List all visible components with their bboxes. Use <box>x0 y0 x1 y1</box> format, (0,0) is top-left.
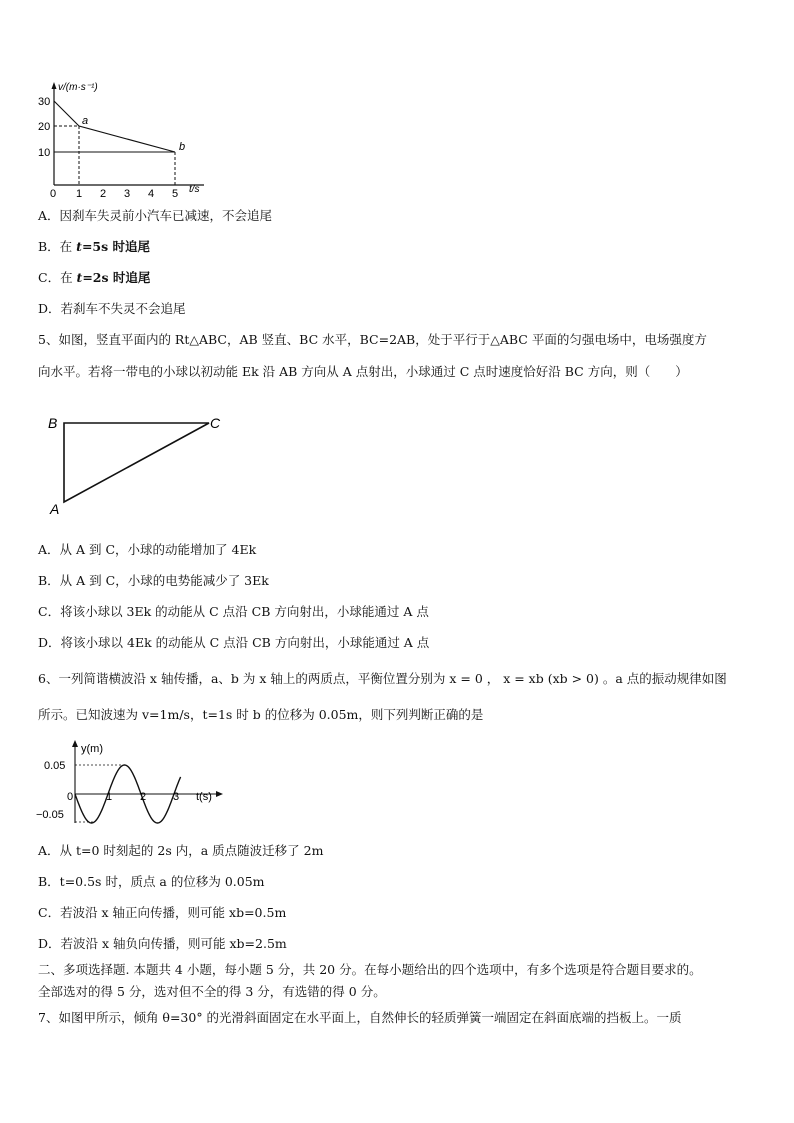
q6-option-b: B．t=0.5s 时，质点 a 的位移为 0.05m <box>38 874 265 889</box>
triangle-abc-diagram <box>44 410 234 520</box>
q5-option-d: D．将该小球以 4Ek 的动能从 C 点沿 CB 方向射出，小球能通过 A 点 <box>38 635 430 650</box>
vt-xtick-2: 2 <box>100 188 107 198</box>
q6-option-c: C．若波沿 x 轴正向传播，则可能 xb=0.5m <box>38 905 287 920</box>
vt-point-a: a <box>82 115 89 127</box>
velocity-time-chart <box>34 78 214 198</box>
q4-b-pre: B．在 <box>38 239 77 254</box>
label-c: C <box>210 415 221 431</box>
vt-xlabel: t/s <box>189 184 200 195</box>
section2-intro-line2: 全部选对的得 5 分，选对但不全的得 3 分，有选错的得 0 分。 <box>38 984 386 999</box>
label-b: B <box>48 415 58 431</box>
q4-c-t: t <box>76 270 83 285</box>
q4-option-d: D．若刹车不失灵不会追尾 <box>38 301 186 316</box>
vibration-graph <box>30 738 230 828</box>
q6-option-d: D．若波沿 x 轴负向传播，则可能 xb=2.5m <box>38 936 287 951</box>
vt-point-b: b <box>179 141 186 153</box>
q5-stem-line1: 5、如图，竖直平面内的 Rt△ABC，AB 竖直、BC 水平，BC=2AB，处于平行于△ABC 平面的匀强电场中，电场强度方 <box>38 332 707 347</box>
label-a: A <box>50 501 60 517</box>
vt-ytick-20: 20 <box>38 121 51 133</box>
vt-xtick-3: 3 <box>124 188 131 198</box>
q5-stem-line2: 向水平。若将一带电的小球以初动能 Ek 沿 AB 方向从 A 点射出，小球通过 C 点时速度恰好沿 BC 方向，则（ ） <box>38 364 688 379</box>
q6-stem-line2: 所示。已知波速为 v=1m/s，t=1s 时 b 的位移为 0.05m，则下列判断正确的是 <box>38 707 484 722</box>
q4-b-t: t <box>76 239 82 254</box>
q4-option-a: A．因刹车失灵前小汽车已减速，不会追尾 <box>38 208 273 223</box>
vt-xtick-4: 4 <box>148 188 155 198</box>
q6-stem-line1: 6、一列简谐横波沿 x 轴传播，a、b 为 x 轴上的两质点，平衡位置分别为 x = 0 ， x = xb (xb > 0) 。a 点的振动规律如图 <box>38 671 727 686</box>
vt-xtick-0: 0 <box>50 188 57 198</box>
q5-option-a: A．从 A 到 C，小球的动能增加了 4Ek <box>38 542 257 557</box>
wave-xtick-3: 3 <box>173 791 180 803</box>
wave-xlabel: t(s) <box>196 791 212 803</box>
vt-ylabel: v/(m·s⁻¹) <box>58 82 98 93</box>
section2-intro-line1: 二、多项选择题. 本题共 4 小题，每小题 5 分，共 20 分。在每小题给出的四个选项中，有多个选项是符合题目要求的。 <box>38 962 702 977</box>
wave-ylabel: y(m) <box>81 743 103 755</box>
q7-stem-line1: 7、如图甲所示，倾角 θ=30° 的光滑斜面固定在水平面上，自然伸长的轻质弹簧一端固定在斜面底端的挡板上。一质 <box>38 1010 682 1025</box>
wave-xtick-1: 1 <box>106 791 113 803</box>
vt-xtick-1: 1 <box>76 188 83 198</box>
q4-option-c <box>38 270 150 286</box>
wave-xtick-0: 0 <box>67 791 74 803</box>
q5-option-c: C．将该小球以 3Ek 的动能从 C 点沿 CB 方向射出，小球能通过 A 点 <box>38 604 429 619</box>
vt-ytick-30: 30 <box>38 96 51 108</box>
q6-option-a: A．从 t=0 时刻起的 2s 内，a 质点随波迁移了 2m <box>38 843 324 858</box>
wave-ytick-pos: 0.05 <box>44 760 66 772</box>
wave-xtick-2: 2 <box>140 791 147 803</box>
q4-option-b <box>38 239 150 255</box>
wave-ytick-neg: −0.05 <box>36 809 64 821</box>
vt-xtick-5: 5 <box>172 188 179 198</box>
vt-ytick-10: 10 <box>38 147 51 159</box>
q4-c-pre: C．在 <box>38 270 77 285</box>
q4-c-post: =2s 时追尾 <box>82 270 151 285</box>
q5-option-b: B．从 A 到 C，小球的电势能减少了 3Ek <box>38 573 269 588</box>
q4-b-post: =5s 时追尾 <box>81 239 151 254</box>
